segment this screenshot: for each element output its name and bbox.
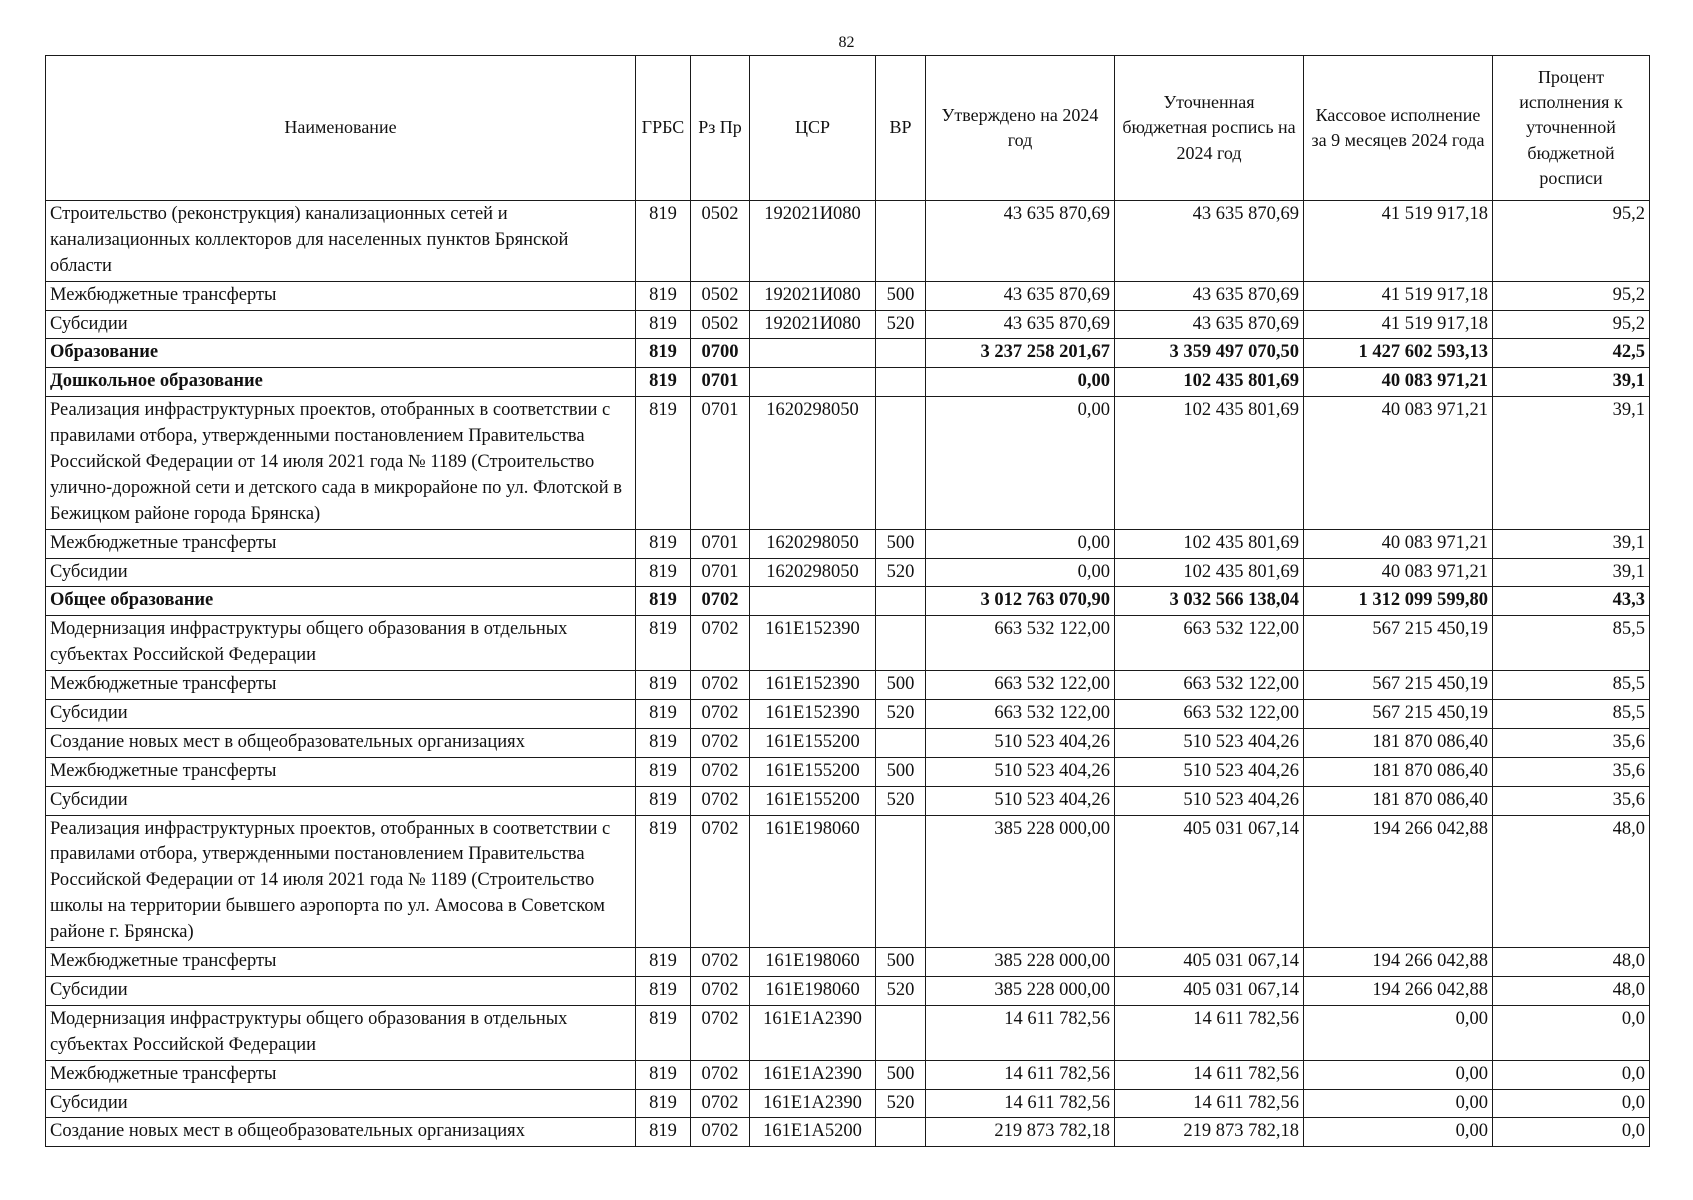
cell-percent: 35,6 bbox=[1493, 728, 1650, 757]
cell-cash: 0,00 bbox=[1304, 1005, 1493, 1060]
cell-percent: 0,0 bbox=[1493, 1118, 1650, 1147]
header-approved: Утверждено на 2024 год bbox=[926, 56, 1115, 201]
table-row bbox=[46, 281, 1650, 310]
cell-refined: 102 435 801,69 bbox=[1115, 368, 1304, 397]
cell-cash: 567 215 450,19 bbox=[1304, 616, 1493, 671]
header-refined: Уточненная бюджетная роспись на 2024 год bbox=[1115, 56, 1304, 201]
cell-grbs: 819 bbox=[636, 976, 691, 1005]
cell-grbs: 819 bbox=[636, 700, 691, 729]
cell-cash: 194 266 042,88 bbox=[1304, 976, 1493, 1005]
cell-percent: 0,0 bbox=[1493, 1060, 1650, 1089]
cell-refined: 510 523 404,26 bbox=[1115, 757, 1304, 786]
cell-refined: 3 032 566 138,04 bbox=[1115, 587, 1304, 616]
cell-approved: 385 228 000,00 bbox=[926, 948, 1115, 977]
cell-refined: 663 532 122,00 bbox=[1115, 671, 1304, 700]
table-row bbox=[46, 815, 1650, 947]
cell-grbs: 819 bbox=[636, 281, 691, 310]
header-percent: Процент исполнения к уточненной бюджетной росписи bbox=[1493, 56, 1650, 201]
cell-refined: 405 031 067,14 bbox=[1115, 815, 1304, 947]
cell-vr bbox=[876, 1118, 926, 1147]
cell-name: Субсидии bbox=[46, 558, 636, 587]
cell-vr: 500 bbox=[876, 757, 926, 786]
header-name: Наименование bbox=[46, 56, 636, 201]
cell-name: Создание новых мест в общеобразовательных организациях bbox=[46, 728, 636, 757]
cell-name: Субсидии bbox=[46, 310, 636, 339]
cell-vr bbox=[876, 728, 926, 757]
cell-refined: 14 611 782,56 bbox=[1115, 1089, 1304, 1118]
cell-vr: 520 bbox=[876, 786, 926, 815]
cell-refined: 43 635 870,69 bbox=[1115, 310, 1304, 339]
cell-vr: 520 bbox=[876, 976, 926, 1005]
cell-name: Межбюджетные трансферты bbox=[46, 671, 636, 700]
table-row bbox=[46, 671, 1650, 700]
cell-name: Субсидии bbox=[46, 786, 636, 815]
cell-percent: 85,5 bbox=[1493, 700, 1650, 729]
cell-approved: 663 532 122,00 bbox=[926, 616, 1115, 671]
cell-refined: 510 523 404,26 bbox=[1115, 728, 1304, 757]
table-row bbox=[46, 1005, 1650, 1060]
cell-grbs: 819 bbox=[636, 948, 691, 977]
cell-approved: 0,00 bbox=[926, 397, 1115, 529]
table-row bbox=[46, 587, 1650, 616]
cell-percent: 85,5 bbox=[1493, 616, 1650, 671]
cell-name: Создание новых мест в общеобразовательных организациях bbox=[46, 1118, 636, 1147]
cell-grbs: 819 bbox=[636, 786, 691, 815]
cell-rzpr: 0502 bbox=[691, 310, 750, 339]
cell-cash: 40 083 971,21 bbox=[1304, 529, 1493, 558]
cell-approved: 43 635 870,69 bbox=[926, 281, 1115, 310]
cell-name: Межбюджетные трансферты bbox=[46, 529, 636, 558]
cell-name: Межбюджетные трансферты bbox=[46, 1060, 636, 1089]
cell-percent: 48,0 bbox=[1493, 976, 1650, 1005]
cell-rzpr: 0701 bbox=[691, 558, 750, 587]
table-row bbox=[46, 1060, 1650, 1089]
cell-csr: 161E155200 bbox=[750, 786, 876, 815]
cell-refined: 3 359 497 070,50 bbox=[1115, 339, 1304, 368]
cell-rzpr: 0701 bbox=[691, 368, 750, 397]
cell-vr bbox=[876, 1005, 926, 1060]
cell-cash: 1 312 099 599,80 bbox=[1304, 587, 1493, 616]
cell-csr: 192021И080 bbox=[750, 310, 876, 339]
cell-csr: 161E1A2390 bbox=[750, 1005, 876, 1060]
cell-percent: 39,1 bbox=[1493, 529, 1650, 558]
cell-cash: 0,00 bbox=[1304, 1118, 1493, 1147]
cell-cash: 1 427 602 593,13 bbox=[1304, 339, 1493, 368]
budget-table bbox=[45, 55, 1650, 1147]
cell-name: Реализация инфраструктурных проектов, отобранных в соответствии с правилами отбора, утвержденными постановлением Правительства Российской Федерации от 14 июля 2021 года № 1189 (Строительство улично-дорожной сети и детского сада в микрорайоне по ул. Флотской в Бежицком районе города Брянска) bbox=[46, 397, 636, 529]
cell-approved: 663 532 122,00 bbox=[926, 700, 1115, 729]
cell-grbs: 819 bbox=[636, 671, 691, 700]
cell-percent: 42,5 bbox=[1493, 339, 1650, 368]
cell-name: Образование bbox=[46, 339, 636, 368]
cell-cash: 40 083 971,21 bbox=[1304, 397, 1493, 529]
cell-grbs: 819 bbox=[636, 558, 691, 587]
cell-name: Дошкольное образование bbox=[46, 368, 636, 397]
cell-cash: 181 870 086,40 bbox=[1304, 728, 1493, 757]
cell-grbs: 819 bbox=[636, 728, 691, 757]
cell-percent: 95,2 bbox=[1493, 201, 1650, 282]
cell-percent: 39,1 bbox=[1493, 397, 1650, 529]
cell-grbs: 819 bbox=[636, 201, 691, 282]
cell-rzpr: 0702 bbox=[691, 1118, 750, 1147]
cell-refined: 219 873 782,18 bbox=[1115, 1118, 1304, 1147]
cell-refined: 102 435 801,69 bbox=[1115, 529, 1304, 558]
cell-csr: 1620298050 bbox=[750, 558, 876, 587]
cell-grbs: 819 bbox=[636, 587, 691, 616]
cell-rzpr: 0702 bbox=[691, 757, 750, 786]
table-row bbox=[46, 310, 1650, 339]
cell-grbs: 819 bbox=[636, 1118, 691, 1147]
cell-csr: 161E1A2390 bbox=[750, 1060, 876, 1089]
header-cash: Кассовое исполнение за 9 месяцев 2024 года bbox=[1304, 56, 1493, 201]
table-row bbox=[46, 397, 1650, 529]
cell-name: Строительство (реконструкция) канализационных сетей и канализационных коллекторов для населенных пунктов Брянской области bbox=[46, 201, 636, 282]
cell-cash: 567 215 450,19 bbox=[1304, 700, 1493, 729]
cell-csr: 161E152390 bbox=[750, 671, 876, 700]
cell-vr: 520 bbox=[876, 700, 926, 729]
table-row bbox=[46, 529, 1650, 558]
cell-approved: 3 237 258 201,67 bbox=[926, 339, 1115, 368]
cell-vr: 500 bbox=[876, 671, 926, 700]
cell-rzpr: 0702 bbox=[691, 1060, 750, 1089]
cell-rzpr: 0702 bbox=[691, 616, 750, 671]
cell-refined: 102 435 801,69 bbox=[1115, 397, 1304, 529]
cell-vr bbox=[876, 616, 926, 671]
cell-rzpr: 0702 bbox=[691, 948, 750, 977]
cell-rzpr: 0702 bbox=[691, 587, 750, 616]
cell-csr bbox=[750, 339, 876, 368]
cell-rzpr: 0702 bbox=[691, 671, 750, 700]
cell-name: Реализация инфраструктурных проектов, отобранных в соответствии с правилами отбора, утвержденными постановлением Правительства Российской Федерации от 14 июля 2021 года № 1189 (Строительство школы на территории бывшего аэропорта по ул. Амосова в Советском районе г. Брянска) bbox=[46, 815, 636, 947]
cell-rzpr: 0702 bbox=[691, 1089, 750, 1118]
cell-grbs: 819 bbox=[636, 815, 691, 947]
cell-cash: 194 266 042,88 bbox=[1304, 948, 1493, 977]
cell-cash: 0,00 bbox=[1304, 1060, 1493, 1089]
cell-approved: 43 635 870,69 bbox=[926, 310, 1115, 339]
cell-vr bbox=[876, 201, 926, 282]
table-row bbox=[46, 1089, 1650, 1118]
header-rzpr: Рз Пр bbox=[691, 56, 750, 201]
table-row bbox=[46, 616, 1650, 671]
cell-approved: 0,00 bbox=[926, 529, 1115, 558]
cell-percent: 0,0 bbox=[1493, 1089, 1650, 1118]
cell-rzpr: 0502 bbox=[691, 201, 750, 282]
table-row bbox=[46, 948, 1650, 977]
table-row bbox=[46, 786, 1650, 815]
cell-csr: 161E198060 bbox=[750, 976, 876, 1005]
cell-approved: 0,00 bbox=[926, 368, 1115, 397]
table-row bbox=[46, 558, 1650, 587]
cell-percent: 0,0 bbox=[1493, 1005, 1650, 1060]
cell-approved: 663 532 122,00 bbox=[926, 671, 1115, 700]
cell-refined: 405 031 067,14 bbox=[1115, 976, 1304, 1005]
cell-grbs: 819 bbox=[636, 616, 691, 671]
cell-csr: 192021И080 bbox=[750, 201, 876, 282]
header-grbs: ГРБС bbox=[636, 56, 691, 201]
cell-csr: 161E1A2390 bbox=[750, 1089, 876, 1118]
cell-name: Субсидии bbox=[46, 976, 636, 1005]
cell-grbs: 819 bbox=[636, 529, 691, 558]
cell-cash: 40 083 971,21 bbox=[1304, 558, 1493, 587]
table-row bbox=[46, 339, 1650, 368]
cell-csr: 161E1A5200 bbox=[750, 1118, 876, 1147]
cell-csr: 161E198060 bbox=[750, 815, 876, 947]
cell-rzpr: 0701 bbox=[691, 397, 750, 529]
cell-approved: 43 635 870,69 bbox=[926, 201, 1115, 282]
cell-name: Межбюджетные трансферты bbox=[46, 281, 636, 310]
cell-rzpr: 0702 bbox=[691, 786, 750, 815]
cell-cash: 41 519 917,18 bbox=[1304, 281, 1493, 310]
cell-percent: 39,1 bbox=[1493, 558, 1650, 587]
cell-rzpr: 0702 bbox=[691, 728, 750, 757]
cell-percent: 95,2 bbox=[1493, 310, 1650, 339]
cell-cash: 41 519 917,18 bbox=[1304, 201, 1493, 282]
cell-csr bbox=[750, 587, 876, 616]
cell-vr bbox=[876, 587, 926, 616]
cell-cash: 41 519 917,18 bbox=[1304, 310, 1493, 339]
cell-vr bbox=[876, 397, 926, 529]
cell-csr: 1620298050 bbox=[750, 397, 876, 529]
cell-vr: 500 bbox=[876, 948, 926, 977]
cell-percent: 35,6 bbox=[1493, 757, 1650, 786]
cell-percent: 48,0 bbox=[1493, 948, 1650, 977]
cell-percent: 48,0 bbox=[1493, 815, 1650, 947]
cell-approved: 0,00 bbox=[926, 558, 1115, 587]
cell-cash: 567 215 450,19 bbox=[1304, 671, 1493, 700]
table-row bbox=[46, 728, 1650, 757]
cell-csr: 192021И080 bbox=[750, 281, 876, 310]
cell-refined: 14 611 782,56 bbox=[1115, 1005, 1304, 1060]
cell-grbs: 819 bbox=[636, 397, 691, 529]
cell-vr: 520 bbox=[876, 1089, 926, 1118]
cell-csr: 161E155200 bbox=[750, 728, 876, 757]
cell-grbs: 819 bbox=[636, 368, 691, 397]
cell-refined: 510 523 404,26 bbox=[1115, 786, 1304, 815]
cell-approved: 14 611 782,56 bbox=[926, 1089, 1115, 1118]
cell-approved: 510 523 404,26 bbox=[926, 728, 1115, 757]
table-body bbox=[46, 201, 1650, 1147]
cell-csr: 161E152390 bbox=[750, 616, 876, 671]
cell-cash: 181 870 086,40 bbox=[1304, 786, 1493, 815]
cell-grbs: 819 bbox=[636, 757, 691, 786]
cell-rzpr: 0702 bbox=[691, 1005, 750, 1060]
cell-refined: 14 611 782,56 bbox=[1115, 1060, 1304, 1089]
cell-grbs: 819 bbox=[636, 1005, 691, 1060]
cell-rzpr: 0702 bbox=[691, 976, 750, 1005]
cell-name: Межбюджетные трансферты bbox=[46, 948, 636, 977]
cell-name: Общее образование bbox=[46, 587, 636, 616]
cell-csr: 161E155200 bbox=[750, 757, 876, 786]
cell-approved: 385 228 000,00 bbox=[926, 815, 1115, 947]
cell-vr bbox=[876, 368, 926, 397]
cell-grbs: 819 bbox=[636, 1060, 691, 1089]
cell-rzpr: 0702 bbox=[691, 815, 750, 947]
cell-approved: 219 873 782,18 bbox=[926, 1118, 1115, 1147]
cell-cash: 181 870 086,40 bbox=[1304, 757, 1493, 786]
cell-refined: 663 532 122,00 bbox=[1115, 700, 1304, 729]
cell-csr: 161E198060 bbox=[750, 948, 876, 977]
cell-name: Модернизация инфраструктуры общего образования в отдельных субъектах Российской Федерации bbox=[46, 1005, 636, 1060]
cell-percent: 39,1 bbox=[1493, 368, 1650, 397]
cell-percent: 95,2 bbox=[1493, 281, 1650, 310]
table-row bbox=[46, 700, 1650, 729]
table-row bbox=[46, 368, 1650, 397]
cell-approved: 510 523 404,26 bbox=[926, 786, 1115, 815]
cell-cash: 194 266 042,88 bbox=[1304, 815, 1493, 947]
header-vr: ВР bbox=[876, 56, 926, 201]
cell-vr: 500 bbox=[876, 1060, 926, 1089]
table-row bbox=[46, 976, 1650, 1005]
cell-csr bbox=[750, 368, 876, 397]
table-row bbox=[46, 757, 1650, 786]
cell-approved: 3 012 763 070,90 bbox=[926, 587, 1115, 616]
cell-csr: 1620298050 bbox=[750, 529, 876, 558]
cell-vr bbox=[876, 815, 926, 947]
cell-vr: 520 bbox=[876, 558, 926, 587]
cell-refined: 43 635 870,69 bbox=[1115, 201, 1304, 282]
table-row bbox=[46, 1118, 1650, 1147]
cell-name: Межбюджетные трансферты bbox=[46, 757, 636, 786]
cell-grbs: 819 bbox=[636, 1089, 691, 1118]
cell-refined: 43 635 870,69 bbox=[1115, 281, 1304, 310]
table-header-row bbox=[46, 56, 1650, 201]
cell-rzpr: 0702 bbox=[691, 700, 750, 729]
table-row bbox=[46, 201, 1650, 282]
cell-refined: 405 031 067,14 bbox=[1115, 948, 1304, 977]
cell-grbs: 819 bbox=[636, 310, 691, 339]
cell-approved: 14 611 782,56 bbox=[926, 1060, 1115, 1089]
cell-refined: 102 435 801,69 bbox=[1115, 558, 1304, 587]
cell-name: Модернизация инфраструктуры общего образования в отдельных субъектах Российской Федерации bbox=[46, 616, 636, 671]
cell-rzpr: 0701 bbox=[691, 529, 750, 558]
cell-name: Субсидии bbox=[46, 700, 636, 729]
page-number: 82 bbox=[838, 34, 855, 51]
cell-name: Субсидии bbox=[46, 1089, 636, 1118]
cell-rzpr: 0700 bbox=[691, 339, 750, 368]
cell-approved: 510 523 404,26 bbox=[926, 757, 1115, 786]
cell-cash: 40 083 971,21 bbox=[1304, 368, 1493, 397]
cell-approved: 385 228 000,00 bbox=[926, 976, 1115, 1005]
cell-percent: 85,5 bbox=[1493, 671, 1650, 700]
cell-grbs: 819 bbox=[636, 339, 691, 368]
cell-vr: 500 bbox=[876, 281, 926, 310]
cell-cash: 0,00 bbox=[1304, 1089, 1493, 1118]
cell-vr: 520 bbox=[876, 310, 926, 339]
cell-rzpr: 0502 bbox=[691, 281, 750, 310]
cell-percent: 43,3 bbox=[1493, 587, 1650, 616]
cell-csr: 161E152390 bbox=[750, 700, 876, 729]
cell-percent: 35,6 bbox=[1493, 786, 1650, 815]
cell-vr: 500 bbox=[876, 529, 926, 558]
cell-vr bbox=[876, 339, 926, 368]
cell-approved: 14 611 782,56 bbox=[926, 1005, 1115, 1060]
cell-refined: 663 532 122,00 bbox=[1115, 616, 1304, 671]
header-csr: ЦСР bbox=[750, 56, 876, 201]
